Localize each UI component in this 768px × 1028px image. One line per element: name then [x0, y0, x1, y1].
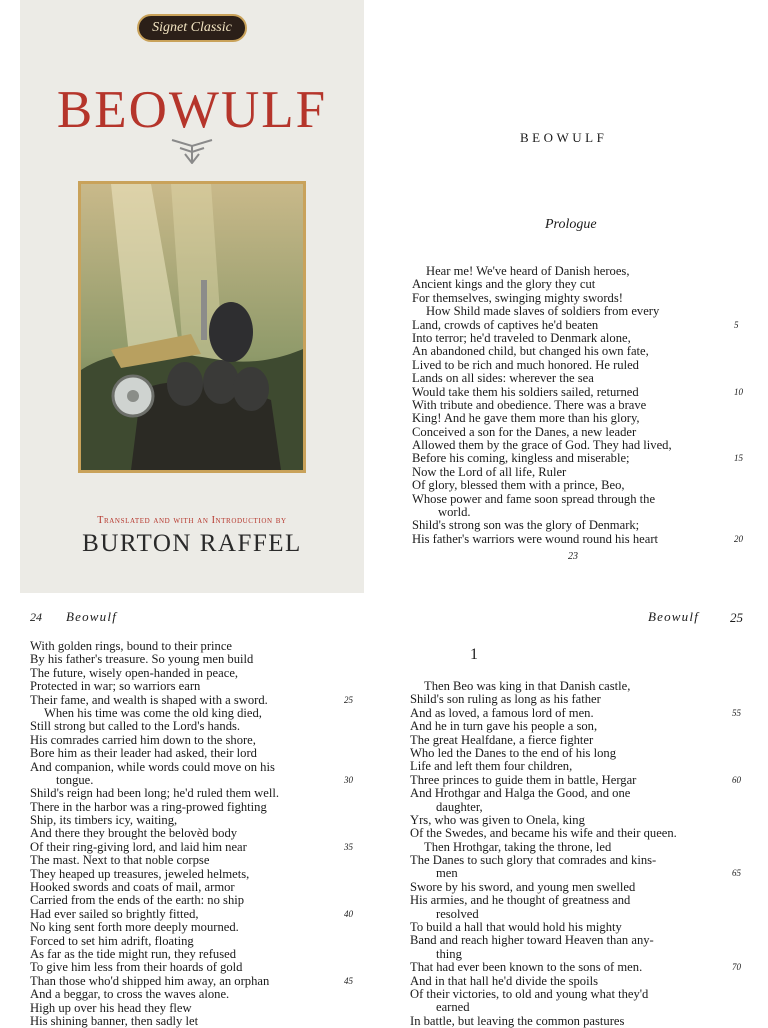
poem-line-text: To give him less from their hoards of gold	[30, 960, 243, 975]
poem-line	[30, 1002, 279, 1015]
poem-line	[30, 988, 279, 1001]
poem-line	[410, 693, 677, 706]
poem-line	[410, 948, 677, 961]
publisher-badge: Signet Classic	[137, 14, 247, 42]
poem-line-text: The great Healfdane, a fierce fighter	[410, 732, 594, 747]
line-number: 40	[344, 908, 353, 919]
poem-line-text: Than those who'd shipped him away, an orphan	[30, 973, 270, 988]
poem-line	[30, 680, 279, 693]
poem-line	[412, 305, 672, 318]
poem-line	[30, 1015, 279, 1028]
poem-line	[412, 412, 672, 425]
poem-line-text: Had ever sailed so brightly fitted,	[30, 906, 199, 921]
line-number: 10	[734, 386, 743, 397]
poem-line-text: Allowed them by the grace of God. They had lived,	[412, 438, 672, 453]
poem-line	[30, 787, 279, 800]
poem-line	[412, 451, 743, 466]
book-cover	[20, 0, 364, 593]
poem-line-text: As far as the tide might run, they refused	[30, 946, 236, 961]
line-number: 65	[732, 868, 741, 879]
poem-line	[30, 772, 353, 787]
poem-line	[412, 359, 672, 372]
poem-line	[410, 988, 677, 1001]
poem-line-text: resolved	[436, 906, 479, 921]
poem-line-text: daughter,	[436, 799, 483, 814]
ornament-icon	[167, 136, 217, 164]
poem-line-text: Then Beo was king in that Danish castle,	[424, 679, 631, 693]
cover-illustration	[78, 181, 306, 473]
poem-line	[412, 384, 743, 399]
line-number: 15	[734, 453, 743, 464]
poem-line	[412, 345, 672, 358]
poem-line-text: The Danes to such glory that comrades and kins-	[410, 853, 657, 868]
poem-line	[410, 720, 677, 733]
poem-line-text: And he in turn gave his people a son,	[410, 719, 598, 734]
poem-line	[412, 439, 672, 452]
poem-line-text: Forced to set him adrift, floating	[30, 933, 194, 948]
poem-line	[410, 734, 677, 747]
poem-line	[410, 960, 741, 975]
poem-line-text: His shining banner, then sadly let	[30, 1013, 199, 1028]
poem-line-text: thing	[436, 946, 462, 961]
poem-line-text: And there they brought the belovèd body	[30, 826, 238, 841]
poem-line	[410, 772, 741, 787]
poem-line	[410, 787, 677, 800]
poem-line-text: The future, wisely open-handed in peace,	[30, 665, 239, 680]
line-number: 55	[732, 707, 741, 718]
poem-line	[410, 894, 677, 907]
poem-line-text: Hear me! We've heard of Danish heroes,	[426, 264, 630, 278]
poem-line	[30, 961, 279, 974]
cover-title: BEOWULF	[56, 81, 328, 139]
poem-line-text: Life and left them four children,	[410, 759, 573, 774]
poem-line-text: Ship, its timbers icy, waiting,	[30, 813, 178, 828]
poem-line	[410, 1015, 677, 1028]
poem-line	[30, 881, 279, 894]
poem-line-text: There in the harbor was a ring-prowed fighting	[30, 799, 267, 814]
poem-line-text: Band and reach higher toward Heaven than any-	[410, 933, 654, 948]
poem-line	[410, 934, 677, 947]
poem-text-page-24	[30, 639, 353, 1028]
poem-line	[30, 667, 279, 680]
poem-line-text: Would take them his soldiers sailed, returned	[412, 384, 639, 399]
poem-line-text: Carried from the ends of the earth: no ship	[30, 893, 245, 908]
poem-line-text: Of their ring-giving lord, and laid him near	[30, 839, 247, 854]
poem-line	[412, 479, 672, 492]
poem-line-text: Yrs, who was given to Onela, king	[410, 812, 585, 827]
poem-line-text: Who led the Danes to the end of his long	[410, 745, 617, 760]
poem-line	[412, 519, 672, 532]
poem-line-text: The mast. Next to that noble corpse	[30, 853, 210, 868]
poem-line-text: His armies, and he thought of greatness and	[410, 893, 631, 908]
poem-line	[410, 841, 677, 854]
page-number: 23	[568, 551, 578, 562]
poem-line-text: And as loved, a famous lord of men.	[410, 705, 594, 720]
poem-line	[410, 908, 677, 921]
poem-line-text: Of their victories, to old and young what they'd	[410, 986, 649, 1001]
poem-line	[30, 653, 279, 666]
poem-line-text: earned	[436, 1000, 470, 1015]
poem-line	[30, 854, 279, 867]
poem-line	[30, 935, 279, 948]
poem-text-page-25	[410, 679, 741, 1028]
poem-line	[412, 531, 743, 546]
poem-line	[410, 747, 677, 760]
poem-line-text: With golden rings, bound to their prince	[30, 639, 233, 653]
poem-line	[412, 292, 672, 305]
poem-text-page-23	[412, 264, 743, 546]
poem-line	[410, 814, 677, 827]
poem-line	[30, 747, 279, 760]
poem-line-text: In battle, but leaving the common pastures	[410, 1013, 625, 1028]
translator-name: BURTON RAFFEL	[82, 530, 302, 557]
poem-line-text: King! And he gave them more than his glory,	[412, 411, 640, 426]
poem-line	[410, 760, 677, 773]
poem-line-text: Still strong but called to the Lord's hands.	[30, 719, 241, 734]
poem-line	[412, 332, 672, 345]
poem-line	[30, 948, 279, 961]
chapter-number: 1	[470, 646, 478, 663]
poem-line-text: Lived to be rich and much honored. He ruled	[412, 357, 639, 372]
poem-line-text: High up over his head they flew	[30, 1000, 192, 1015]
poem-line	[30, 640, 279, 653]
poem-line-text: Conceived a son for the Danes, a new leader	[412, 424, 637, 439]
poem-line	[30, 801, 279, 814]
poem-line-text: They heaped up treasures, jeweled helmets,	[30, 866, 250, 881]
poem-line	[412, 278, 672, 291]
poem-line	[30, 827, 279, 840]
poem-line	[30, 839, 353, 854]
poem-line-text: Bore him as their leader had asked, their lord	[30, 746, 257, 761]
line-number: 30	[344, 774, 353, 785]
poem-line	[30, 906, 353, 921]
poem-line-text: His comrades carried him down to the shore,	[30, 732, 256, 747]
poem-line	[30, 734, 279, 747]
poem-line-text: Swore by his sword, and young men swelled	[410, 879, 636, 894]
poem-line-text: Hooked swords and coats of mail, armor	[30, 880, 235, 895]
poem-line-text: With tribute and obedience. There was a brave	[412, 397, 647, 412]
poem-line	[412, 506, 672, 519]
line-number: 25	[344, 694, 353, 705]
poem-line-text: Of the Swedes, and became his wife and their queen.	[410, 826, 677, 841]
poem-line-text: That had ever been known to the sons of men.	[410, 960, 643, 975]
poem-line-text: And Hrothgar and Halga the Good, and one	[410, 786, 631, 801]
poem-line-text: Shild's son ruling as long as his father	[410, 692, 601, 707]
poem-line	[30, 868, 279, 881]
poem-line-text: And companion, while words could move on his	[30, 759, 275, 774]
poem-line-text: Lands on all sides: wherever the sea	[412, 371, 594, 386]
poem-line	[410, 881, 677, 894]
poem-line-text: men	[436, 866, 458, 881]
poem-line-text: And in that hall he'd divide the spoils	[410, 973, 599, 988]
line-number: 60	[732, 774, 741, 785]
poem-line	[410, 866, 741, 881]
running-head: Beowulf	[66, 609, 118, 624]
poem-line	[410, 827, 677, 840]
poem-line	[412, 426, 672, 439]
line-number: 35	[344, 841, 353, 852]
poem-line-text: To build a hall that would hold his mighty	[410, 920, 622, 935]
poem-line-text: And a beggar, to cross the waves alone.	[30, 987, 230, 1002]
poem-line-text: For themselves, swinging mighty swords!	[412, 290, 623, 305]
poem-line-text: Whose power and fame soon spread through the	[412, 491, 656, 506]
poem-line-text: No king sent forth more deeply mourned.	[30, 920, 239, 935]
poem-line-text: An abandoned child, but changed his own fate,	[412, 344, 649, 359]
poem-line-text: Into terror; he'd traveled to Denmark alone,	[412, 330, 631, 345]
poem-line	[410, 854, 677, 867]
poem-line	[30, 720, 279, 733]
line-number: 20	[734, 533, 743, 544]
poem-line-text: Land, crowds of captives he'd beaten	[412, 317, 599, 332]
poem-line-text: Of glory, blessed them with a prince, Beo,	[412, 478, 625, 493]
poem-line	[410, 705, 741, 720]
page-heading: BEOWULF	[520, 130, 608, 145]
poem-line-text: His father's warriors were wound round his heart	[412, 531, 659, 546]
poem-line-text: Shild's reign had been long; he'd ruled them well.	[30, 786, 280, 801]
poem-line-text: tongue.	[56, 772, 94, 787]
poem-line	[30, 692, 353, 707]
poem-line-text: Their fame, and wealth is shaped with a sword.	[30, 692, 268, 707]
poem-line-text: world.	[438, 505, 471, 520]
line-number: 70	[732, 962, 741, 973]
line-number: 45	[344, 975, 353, 986]
poem-line	[412, 317, 739, 332]
poem-line	[412, 466, 672, 479]
poem-line-text: Three princes to guide them in battle, Hergar	[410, 772, 637, 787]
poem-line	[30, 761, 279, 774]
poem-line	[30, 921, 279, 934]
running-head: Beowulf	[648, 609, 700, 624]
poem-line	[410, 921, 677, 934]
section-title: Prologue	[545, 217, 597, 232]
poem-line-text: Then Hrothgar, taking the throne, led	[424, 839, 612, 854]
translator-credit: Translated and with an Introduction by	[97, 515, 287, 526]
poem-line	[412, 399, 672, 412]
page-number: 25	[730, 610, 743, 625]
poem-line	[410, 680, 677, 693]
poem-line-text: Shild's strong son was the glory of Denmark;	[412, 518, 640, 533]
poem-line-text: Ancient kings and the glory they cut	[412, 277, 596, 292]
poem-line	[412, 265, 672, 278]
poem-line	[30, 814, 279, 827]
poem-line	[30, 707, 279, 720]
line-number: 5	[734, 319, 739, 330]
poem-line-text: Now the Lord of all life, Ruler	[412, 464, 567, 479]
poem-line-text: Protected in war; so warriors earn	[30, 679, 201, 694]
page-number: 24	[30, 610, 42, 624]
poem-line-text: When his time was come the old king died,	[44, 705, 262, 720]
poem-line	[412, 372, 672, 385]
poem-line-text: How Shild made slaves of soldiers from every	[426, 304, 660, 319]
poem-line-text: By his father's treasure. So young men build	[30, 652, 254, 667]
poem-line	[410, 1001, 677, 1014]
poem-line-text: Before his coming, kingless and miserable;	[412, 451, 630, 466]
poem-line	[30, 973, 353, 988]
poem-line	[410, 801, 677, 814]
poem-line	[412, 493, 672, 506]
poem-line	[410, 975, 677, 988]
poem-line	[30, 894, 279, 907]
